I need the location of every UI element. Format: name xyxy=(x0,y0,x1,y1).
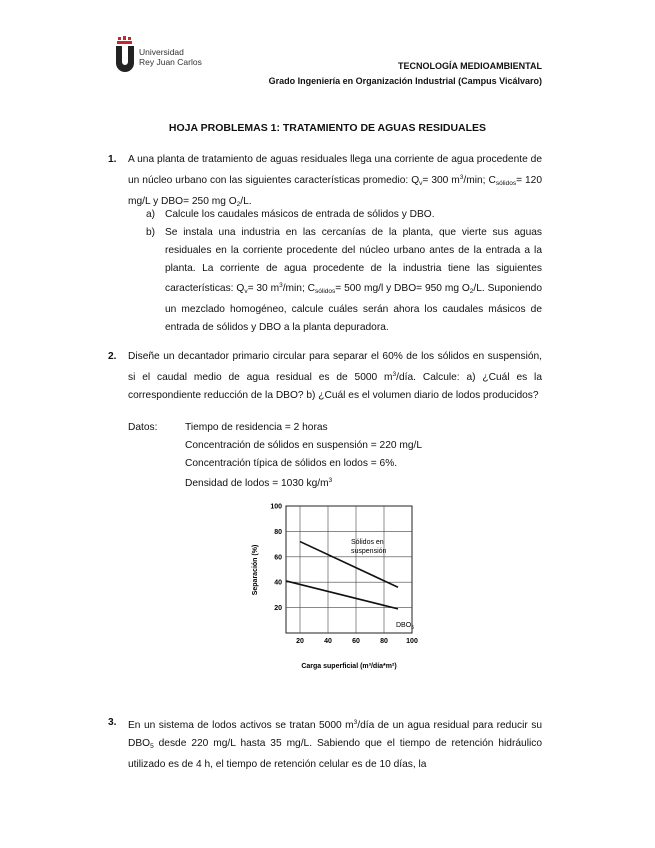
superscript: 3 xyxy=(392,370,397,378)
subscript: 5 xyxy=(150,742,154,750)
problem-1-intro xyxy=(128,151,542,213)
series-line-dbo xyxy=(286,581,398,609)
subscript: 2 xyxy=(236,200,241,208)
dbo-text: DBO xyxy=(396,622,412,629)
y-axis-label: Separación (%) xyxy=(252,544,259,596)
logo-line-1: Universidad xyxy=(139,47,184,57)
text-run: = 120 mg/L y DBO= 250 mg O xyxy=(128,174,543,207)
separation-chart xyxy=(248,498,424,676)
y-tick-label: 80 xyxy=(274,528,282,536)
dbo-subscript: 5 xyxy=(411,625,414,631)
problem-1b-mark: b) xyxy=(146,227,156,238)
text-run: /L. Suponiendo un mezclado homogéneo, calcule cuáles serán ahora los caudales másicos de entrada de sólidos y DBO a la planta depuradora. xyxy=(165,283,543,333)
text-run: /min; C xyxy=(463,174,496,186)
text-run: En un sistema de lodos activos se tratan 5000 m xyxy=(128,720,354,731)
text-run: desde 220 mg/L hasta 35 mg/L. Sabiendo que el tiempo de retención hidráulico utilizado es de 4 h, el tiempo de retención celular es de 10 días, la xyxy=(128,737,542,770)
crown-icon xyxy=(117,36,132,44)
problem-2-number: 2. xyxy=(108,351,117,362)
x-tick-label: 40 xyxy=(324,638,332,645)
text-run: A una planta de tratamiento de aguas residuales llega una corriente de agua procedente de un núcleo urbano con las siguientes características promedio: Q xyxy=(128,154,542,186)
text-run: = 30 m xyxy=(247,283,280,295)
x-axis-label: Carga superficial (m³/día*m²) xyxy=(301,663,397,670)
text-run: /día. Calcule: a) ¿Cuál es la correspondiente reducción de la DBO? b) ¿Cuál es el volumen diario de lodos producidos? xyxy=(128,371,542,401)
datos-line-1: Tiempo de residencia = 2 horas xyxy=(185,422,328,433)
problem-3-number: 3. xyxy=(108,717,117,728)
logo-line-2: Rey Juan Carlos xyxy=(139,57,202,67)
x-tick-label: 80 xyxy=(380,638,388,645)
superscript: 3 xyxy=(459,173,464,181)
text-run: Se instala una industria en las cercanías de la planta, que vierte sus aguas residuales en la corriente procedente del núcleo urbano antes de la entrada a la planta. La corriente de agua procedente de la industria tiene las siguientes características: Q xyxy=(165,227,542,295)
x-tick-label: 60 xyxy=(352,638,360,645)
problem-3-text xyxy=(128,714,542,773)
text-run: /día de un agua residual para reducir su DBO xyxy=(128,720,542,749)
y-tick-label: 40 xyxy=(274,579,282,587)
degree-header: Grado Ingeniería en Organización Industrial (Campus Vicálvaro) xyxy=(268,76,542,86)
page-title: HOJA PROBLEMAS 1: TRATAMIENTO DE AGUAS RESIDUALES xyxy=(168,122,487,134)
datos-label: Datos: xyxy=(128,422,158,433)
subscript: v xyxy=(419,179,423,187)
y-tick-label: 20 xyxy=(274,605,282,613)
subscript: sólidos xyxy=(315,288,336,296)
series-label-dbo xyxy=(396,622,414,631)
text-run: /min; C xyxy=(282,283,316,295)
logo-text xyxy=(139,47,202,67)
text-run: = 500 mg/l y DBO= 950 mg O xyxy=(335,283,470,295)
series-label-solids-2: suspensión xyxy=(351,548,387,555)
superscript: 3 xyxy=(279,282,283,290)
text-run: /L. xyxy=(240,195,252,207)
subscript: sólidos xyxy=(495,179,517,187)
problem-2-text xyxy=(128,348,542,404)
series-label-solids-1: Sólidos en xyxy=(351,539,384,546)
problem-1a-text: Calcule los caudales másicos de entrada de sólidos y DBO. xyxy=(165,209,435,220)
datos-line-3: Concentración típica de sólidos en lodos = 6%. xyxy=(185,458,398,469)
text-run: Densidad de lodos = 1030 kg/m xyxy=(185,478,329,489)
text-run: Diseñe un decantador primario circular para separar el 60% de los sólidos en suspensión, si el caudal medio de agua residual es de 5000 m xyxy=(128,351,542,383)
u-letter-icon xyxy=(116,46,134,72)
problem-1-number: 1. xyxy=(108,154,117,165)
y-tick-label: 100 xyxy=(270,503,282,511)
x-tick-label: 20 xyxy=(296,638,304,645)
x-tick-label: 100 xyxy=(406,638,418,645)
subscript: 2 xyxy=(469,288,474,296)
subject-header: TECNOLOGÍA MEDIOAMBIENTAL xyxy=(398,61,542,71)
problem-1b-text xyxy=(165,224,542,337)
plot-area xyxy=(286,506,412,633)
datos-line-4 xyxy=(185,472,332,493)
datos-line-2: Concentración de sólidos en suspensión = 220 mg/L xyxy=(185,440,423,451)
subscript: v xyxy=(244,288,248,296)
text-run: = 300 m xyxy=(422,174,460,186)
gridlines xyxy=(286,506,412,633)
problem-1a-mark: a) xyxy=(146,209,156,220)
y-tick-label: 60 xyxy=(274,554,282,562)
superscript: 3 xyxy=(328,477,333,484)
superscript: 3 xyxy=(353,719,358,726)
